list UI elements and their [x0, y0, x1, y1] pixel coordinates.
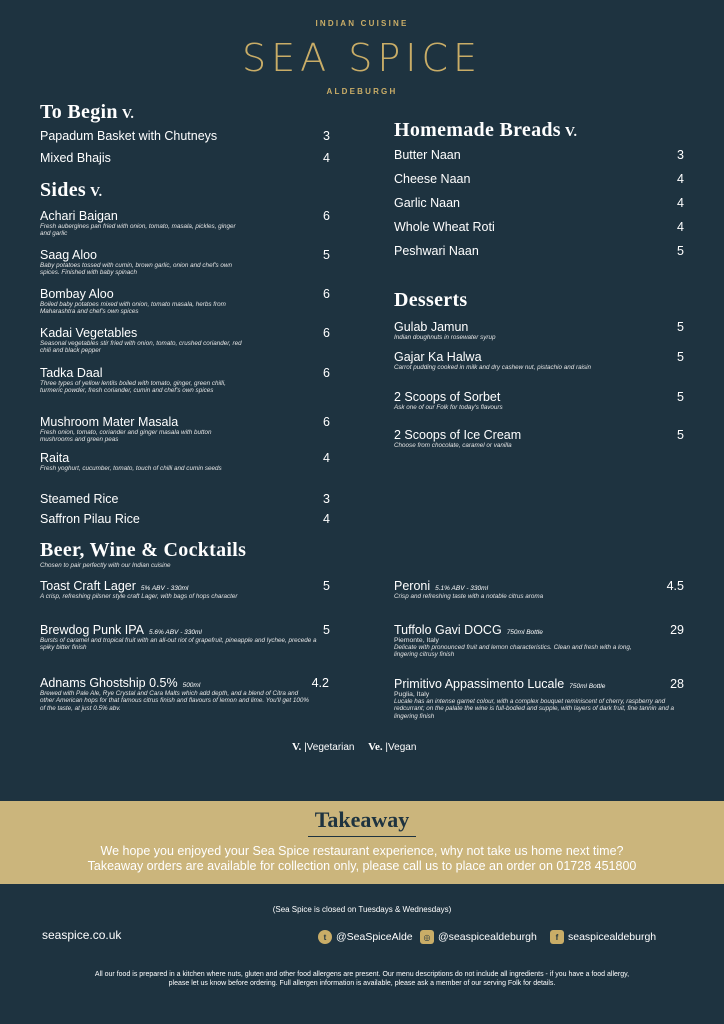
- menu-item: [394, 320, 614, 341]
- item-name: Primitivo Appassimento Lucale: [394, 677, 565, 691]
- dietary-legend: V. |Vegetarian Ve. |Vegan: [292, 741, 417, 753]
- item-description: Boiled baby potatoes mixed with onion, tomato masala, herbs from Maharashtra and chef's own spices: [40, 301, 226, 316]
- menu-item: [394, 428, 614, 449]
- drinks-title: Beer, Wine & Cocktails: [40, 539, 247, 561]
- twitter-label: @SeaSpiceAlde: [336, 931, 413, 943]
- item-price: 5: [677, 390, 684, 404]
- item-price: 4: [677, 196, 684, 210]
- menu-item: [40, 366, 230, 395]
- vegetarian-tag: V.: [121, 107, 135, 122]
- website-link[interactable]: seaspice.co.uk: [42, 928, 122, 942]
- item-name: Gulab Jamun: [394, 320, 469, 334]
- item-price: 5: [323, 579, 330, 593]
- item-name: Papadum Basket with Chutneys: [40, 129, 218, 143]
- takeaway-line-2: Takeaway orders are available for collection only, please call us to place an order on 01728 451800: [87, 859, 637, 873]
- item-name: Bombay Aloo: [40, 287, 114, 301]
- item-name: Mixed Bhajis: [40, 151, 111, 165]
- item-name: Raita: [40, 451, 70, 465]
- drinks-subtitle: Chosen to pair perfectly with our Indian cuisine: [40, 562, 171, 569]
- item-price: 6: [323, 287, 330, 301]
- item-description: Brewed with Pale Ale, Rye Crystal and Cara Malts which add depth, and a blend of Citra and other American hops for that famous citrus finish and flavours of lemon and lime. You'll get 100% of the taste, at just 0.5% abv.: [40, 690, 309, 712]
- menu-item: [394, 244, 479, 258]
- item-price: 4: [323, 512, 330, 526]
- item-name: Steamed Rice: [40, 492, 119, 506]
- drink-item: [40, 676, 312, 712]
- item-description: Choose from chocolate, caramel or vanilla: [394, 442, 512, 449]
- drink-item: [40, 623, 320, 652]
- item-name: Gajar Ka Halwa: [394, 350, 482, 364]
- menu-item: [394, 350, 609, 371]
- desserts-title: Desserts: [394, 289, 468, 311]
- item-price: 4.2: [311, 676, 329, 690]
- vegetarian-tag: V.: [89, 185, 103, 200]
- twitter-icon: t: [318, 930, 332, 944]
- menu-item: [394, 148, 461, 162]
- item-price: 6: [323, 326, 330, 340]
- item-name: Mushroom Mater Masala: [40, 415, 179, 429]
- item-price: 4: [323, 151, 330, 165]
- item-price: 4: [677, 172, 684, 186]
- menu-item: [40, 151, 111, 165]
- item-description: Fresh aubergines pan fried with onion, tomato, masala, pickles, ginger and garlic: [40, 223, 236, 238]
- item-name: Saffron Pilau Rice: [40, 512, 140, 526]
- drink-item: [40, 579, 305, 600]
- item-price: 6: [323, 366, 330, 380]
- sides-title: [40, 179, 102, 202]
- item-price: 3: [323, 129, 330, 143]
- header-subtitle: INDIAN CUISINE: [315, 19, 409, 28]
- vegetarian-symbol: V.: [292, 741, 302, 753]
- allergen-line-2: please let us know before ordering. Full allergen information is available, please ask a member of our serving Folk for details.: [168, 980, 556, 987]
- facebook-icon: f: [550, 930, 564, 944]
- drink-abv: 750ml Bottle: [506, 629, 543, 636]
- facebook-label: seaspicealdeburgh: [568, 931, 657, 943]
- item-price: 5: [323, 248, 330, 262]
- item-description: Delicate with pronounced fruit and lemon characteristics. Clean and fresh with a long, lingering citrusy finish: [394, 644, 632, 659]
- item-description: Fresh onion, tomato, coriander and ginger masala with button mushrooms and green peas: [40, 429, 212, 444]
- item-name: Garlic Naan: [394, 196, 460, 210]
- item-price: 5: [677, 320, 684, 334]
- menu-item: [40, 492, 119, 506]
- menu-item: [394, 390, 614, 411]
- item-description: Carrot pudding cooked in milk and dry cashew nut, pistachio and raisin: [394, 364, 592, 371]
- twitter-handle[interactable]: [318, 930, 413, 944]
- item-description: Baby potatoes tossed with cumin, brown garlic, onion and chef's own spices. Finished with baby spinach: [40, 262, 232, 277]
- item-description: Ask one of our Folk for today's flavours: [394, 404, 503, 411]
- to-begin-title-text: To Begin: [40, 101, 118, 123]
- item-description: Crisp and refreshing taste with a notable citrus aroma: [394, 593, 544, 600]
- drink-item: [394, 579, 644, 600]
- menu-item: [40, 512, 140, 526]
- item-description: Lucale has an intense garnet colour, with a complex bouquet reminiscent of cherry, raspberry and redcurrant; on the palate the wine is full-bodied and supple, with layers of dark fruit, fine tannin and a lingering finish: [394, 698, 675, 720]
- to-begin-title: [40, 101, 134, 124]
- item-price: 4: [677, 220, 684, 234]
- brand-title: SEA SPICE: [242, 36, 482, 80]
- item-price: 5: [323, 623, 330, 637]
- takeaway-line-1: We hope you enjoyed your Sea Spice restaurant experience, why not take us home next time?: [100, 844, 624, 858]
- facebook-handle[interactable]: [550, 930, 656, 944]
- item-name: Brewdog Punk IPA: [40, 623, 144, 637]
- item-description: Three types of yellow lentils boiled with tomato, ginger, green chilli, turmeric powder, fresh coriander, cumin and chef's own spices: [40, 380, 226, 395]
- item-price: 4: [323, 451, 330, 465]
- vegetarian-label: Vegetarian: [306, 742, 355, 753]
- item-price: 4.5: [666, 579, 684, 593]
- instagram-icon: ◎: [420, 930, 434, 944]
- instagram-handle[interactable]: [420, 930, 537, 944]
- menu-item: [40, 129, 217, 143]
- item-price: 5: [677, 350, 684, 364]
- sides-title-text: Sides: [40, 179, 86, 201]
- menu-item: [40, 415, 240, 444]
- drink-abv: 5% ABV - 330ml: [140, 585, 189, 592]
- menu-item: [394, 220, 495, 234]
- item-name: Tuffolo Gavi DOCG: [394, 623, 502, 637]
- menu-item: [40, 209, 245, 238]
- vegan-label: Vegan: [388, 742, 417, 753]
- breads-title-text: Homemade Breads: [394, 119, 561, 141]
- drink-abv: 750ml Bottle: [569, 683, 606, 690]
- item-description: Seasonal vegetables stir fried with onion, tomato, crushed coriander, red chili and black pepper: [40, 340, 242, 355]
- drink-item: [394, 677, 686, 720]
- drink-abv: 500ml: [182, 682, 201, 689]
- instagram-label: @seaspicealdeburgh: [438, 931, 537, 943]
- vegan-symbol: Ve.: [368, 741, 383, 753]
- item-price: 5: [677, 244, 684, 258]
- drink-item: [394, 623, 656, 659]
- item-description: Indian doughnuts in rosewater syrup: [394, 334, 496, 341]
- drink-abv: 5.6% ABV - 330ml: [149, 629, 202, 636]
- allergen-line-1: All our food is prepared in a kitchen where nuts, gluten and other food allergens are present. Our menu descriptions do not include all ingredients - if you have a food allergy,: [94, 971, 630, 978]
- menu-item: [40, 287, 245, 316]
- item-name: Adnams Ghostship 0.5%: [40, 676, 178, 690]
- takeaway-title: Takeaway: [314, 807, 410, 832]
- item-name: Achari Baigan: [40, 209, 118, 223]
- item-name: Peroni: [394, 579, 431, 593]
- drink-abv: 5.1% ABV - 330ml: [435, 585, 489, 592]
- item-price: 29: [670, 623, 684, 637]
- item-price: 6: [323, 209, 330, 223]
- vegetarian-tag: V.: [564, 125, 578, 140]
- item-name: Saag Aloo: [40, 248, 97, 262]
- breads-title: [394, 119, 577, 142]
- item-price: 3: [677, 148, 684, 162]
- item-description: Fresh yoghurt, cucumber, tomato, touch of chilli and cumin seeds: [40, 465, 222, 472]
- item-name: Butter Naan: [394, 148, 461, 162]
- item-name: Tadka Daal: [40, 366, 103, 380]
- menu-item: [394, 196, 460, 210]
- drink-origin: Puglia, Italy: [394, 691, 430, 698]
- item-description: Bursts of caramel and tropical fruit with an all-out riot of grapefruit, pineapple and lychee, precede a spiky bitter finish: [40, 637, 317, 652]
- item-name: Peshwari Naan: [394, 244, 479, 258]
- item-name: Cheese Naan: [394, 172, 471, 186]
- item-description: A crisp, refreshing pilsner style craft Lager, with bags of hops character: [40, 593, 238, 600]
- menu-item: [394, 172, 470, 186]
- item-name: Whole Wheat Roti: [394, 220, 495, 234]
- takeaway-band: [0, 801, 724, 884]
- item-price: 28: [670, 677, 684, 691]
- item-name: 2 Scoops of Sorbet: [394, 390, 501, 404]
- menu-item: [40, 451, 230, 472]
- item-name: Kadai Vegetables: [40, 326, 138, 340]
- item-price: 6: [323, 415, 330, 429]
- menu-item: [40, 326, 245, 355]
- drink-origin: Piemonte, Italy: [394, 637, 439, 644]
- closed-notice: (Sea Spice is closed on Tuesdays & Wednesdays): [272, 905, 452, 914]
- item-price: 3: [323, 492, 330, 506]
- item-name: Toast Craft Lager: [40, 579, 136, 593]
- takeaway-underline: [308, 836, 416, 837]
- item-name: 2 Scoops of Ice Cream: [394, 428, 522, 442]
- header-location: ALDEBURGH: [326, 87, 398, 96]
- item-price: 5: [677, 428, 684, 442]
- menu-item: [40, 248, 245, 277]
